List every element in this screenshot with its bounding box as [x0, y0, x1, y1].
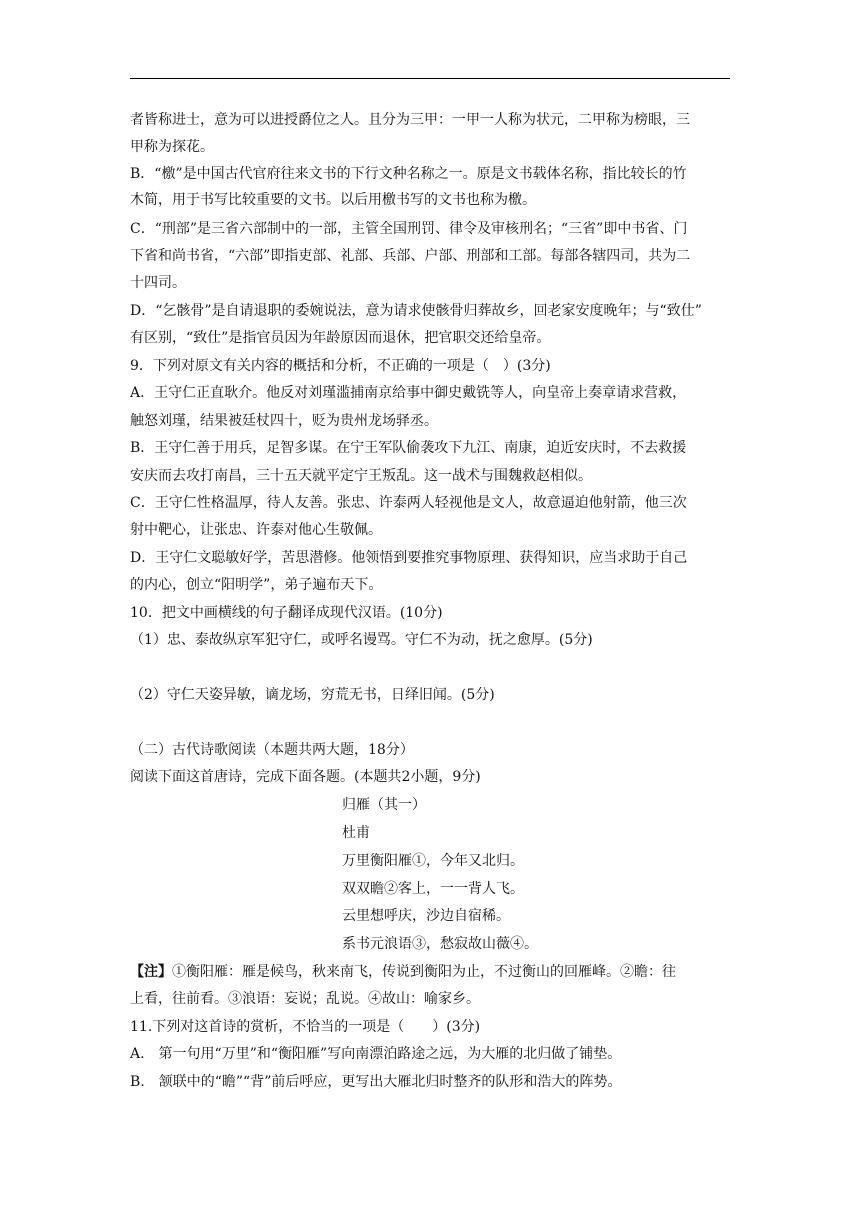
text-line: 者皆称进士，意为可以进授爵位之人。且分为三甲：一甲一人称为状元，二甲称为榜眼，三: [130, 112, 690, 128]
q10-part-1: （1）忠、泰故纵京军犯守仁，或呼名谩骂。守仁不为动，抚之愈厚。(5分): [130, 632, 593, 648]
text-line: 甲称为探花。: [130, 139, 214, 155]
text-line: 安庆而去攻打南昌，三十五天就平定宁王叛乱。这一战术与围魏救赵相似。: [130, 468, 592, 484]
poem-line: 系书元浪语③，愁寂故山薇④。: [342, 936, 538, 952]
option-d-line: D．“乞骸骨”是自请退职的委婉说法，意为请求使骸骨归葬故乡，回老家安度晚年；与“致仕”: [130, 303, 702, 319]
poem-line: 云里想呼庆，沙边自宿稀。: [342, 908, 510, 924]
note-line: 上看，往前看。③浪语：妄说；乱说。④故山：喻家乡。: [130, 991, 480, 1007]
text-line: 下省和尚书省，“六部”即指吏部、礼部、兵部、户部、刑部和工部。每部各辖四司，共为二: [130, 248, 691, 264]
q9-option-d: D．王守仁文聪敏好学，苦思潜修。他领悟到要推究事物原理、获得知识，应当求助于自己: [130, 550, 688, 566]
poem-title: 归雁（其一）: [342, 797, 426, 813]
question-11: 11.下列对这首诗的赏析，不恰当的一项是（ ）(3分): [130, 1019, 481, 1035]
q10-part-2: （2）守仁天姿异敏，谪龙场，穷荒无书，日绎旧闻。(5分): [130, 687, 495, 703]
q9-option-b: B．王守仁善于用兵，足智多谋。在宁王军队偷袭攻下九江、南康，迫近安庆时，不去救援: [130, 440, 687, 456]
poem-line: 双双瞻②客上，一一背人飞。: [342, 881, 524, 897]
poem-author: 杜甫: [342, 825, 370, 841]
text-line: 十四司。: [130, 275, 186, 291]
text-line: 的内心，创立“阳明学”，弟子遍布天下。: [130, 577, 383, 593]
note-label: 【注】: [130, 964, 172, 980]
question-10: 10．把文中画横线的句子翻译成现代汉语。(10分): [130, 605, 443, 621]
note-text: ①衡阳雁：雁是候鸟，秋来南飞，传说到衡阳为止，不过衡山的回雁峰。②瞻：往: [172, 964, 676, 980]
text-line: 有区别，“致仕”是指官员因为年龄原因而退休，把官职交还给皇帝。: [130, 330, 551, 346]
option-b-line: B．“檄”是中国古代官府往来文书的下行文种名称之一。原是文书载体名称，指比较长的竹: [130, 166, 687, 182]
q11-option-a: A. 第一句用“万里”和“衡阳雁”写向南漂泊路途之远，为大雁的北归做了铺垫。: [130, 1046, 622, 1062]
section-heading: （二）古代诗歌阅读（本题共两大题，18分）: [130, 742, 414, 758]
note-line: [130, 962, 730, 982]
poem-line: 万里衡阳雁①，今年又北归。: [342, 853, 524, 869]
q9-option-c: C．王守仁性格温厚，待人友善。张忠、许泰两人轻视他是文人，故意逼迫他射箭，他三次: [130, 495, 687, 511]
section-instruction: 阅读下面这首唐诗，完成下面各题。(本题共2小题，9分): [130, 769, 481, 785]
question-9: 9．下列对原文有关内容的概括和分析，不正确的一项是（ ）(3分): [130, 358, 551, 374]
text-line: 木简，用于书写比较重要的文书。以后用檄书写的文书也称为檄。: [130, 192, 536, 208]
q11-option-b: B. 颔联中的“瞻”“背”前后呼应，更写出大雁北归时整齐的队形和浩大的阵势。: [130, 1074, 622, 1090]
header-rule: [130, 78, 730, 79]
text-line: 触怒刘瑾，结果被廷杖四十，贬为贵州龙场驿丞。: [130, 413, 438, 429]
q9-option-a: A．王守仁正直耿介。他反对刘瑾滥捕南京给事中御史戴铣等人，向皇帝上奏章请求营救，: [130, 385, 687, 401]
option-c-line: C．“刑部”是三省六部制中的一部，主管全国刑罚、律令及审核刑名；“三省”即中书省、门: [130, 221, 688, 237]
text-line: 射中靶心，让张忠、许泰对他心生敬佩。: [130, 522, 382, 538]
